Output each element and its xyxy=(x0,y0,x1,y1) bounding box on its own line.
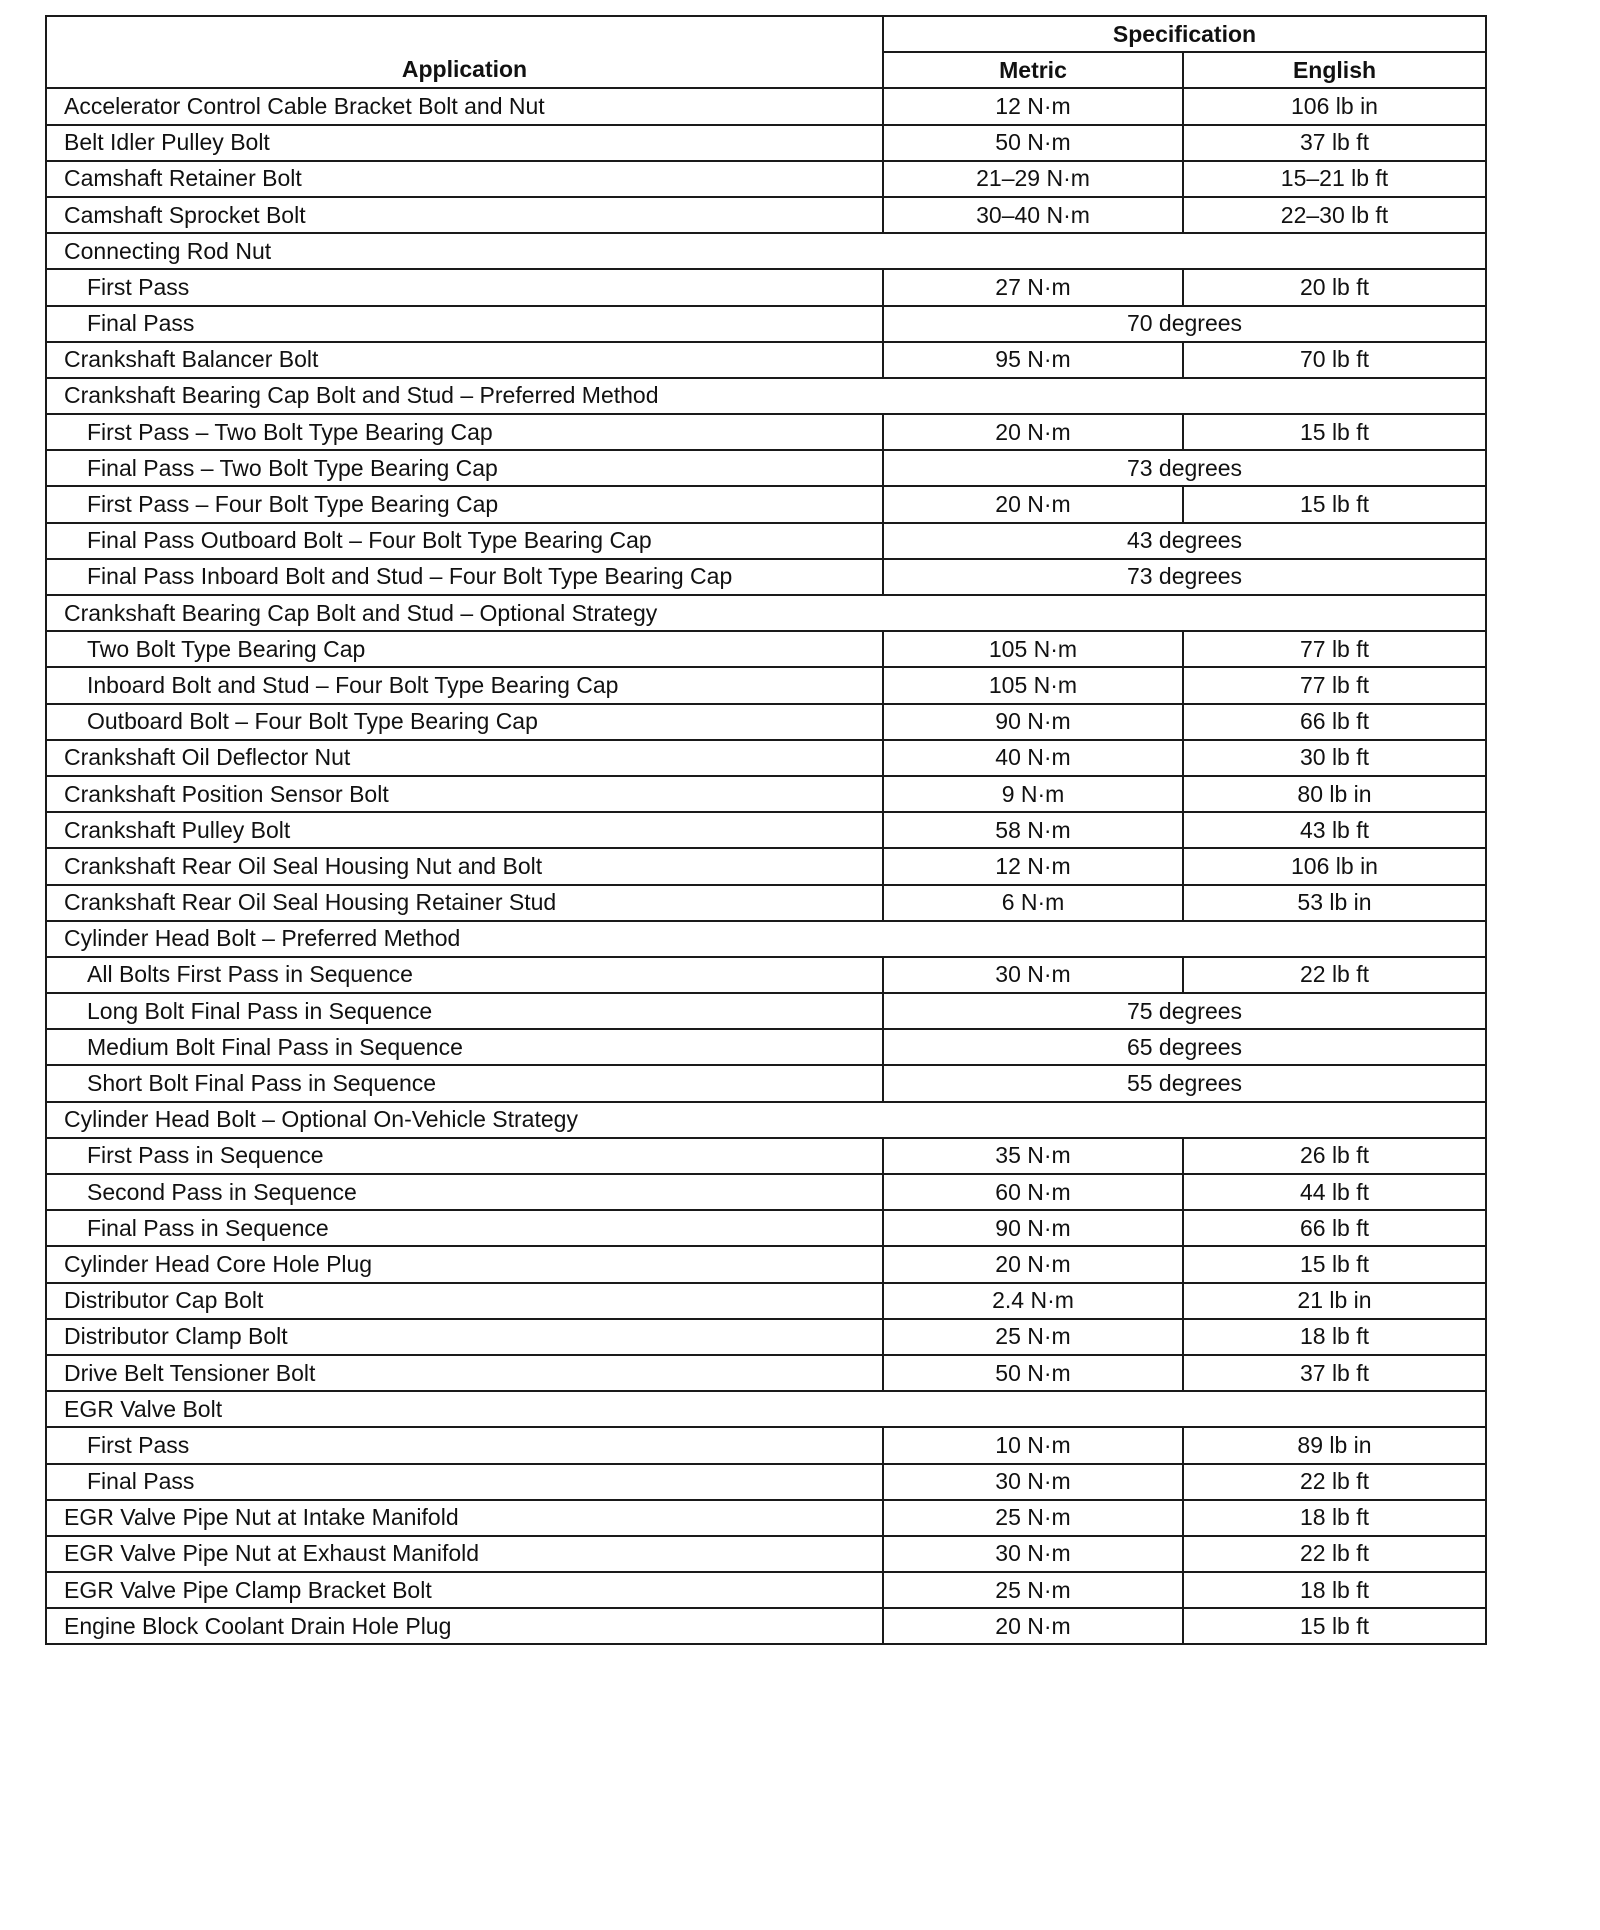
table-row xyxy=(46,1102,1486,1138)
metric-value: 25 N·m xyxy=(883,1572,1183,1608)
metric-value: 10 N·m xyxy=(883,1427,1183,1463)
english-value: 15 lb ft xyxy=(1183,486,1486,522)
table-row xyxy=(46,1174,1486,1210)
table-row xyxy=(46,1536,1486,1572)
application-label: Belt Idler Pulley Bolt xyxy=(46,125,883,161)
application-label: Second Pass in Sequence xyxy=(46,1174,883,1210)
table-row xyxy=(46,342,1486,378)
table-row xyxy=(46,1500,1486,1536)
metric-value: 25 N·m xyxy=(883,1319,1183,1355)
english-value: 66 lb ft xyxy=(1183,1210,1486,1246)
table-row xyxy=(46,776,1486,812)
english-value: 37 lb ft xyxy=(1183,1355,1486,1391)
degree-value: 70 degrees xyxy=(883,306,1486,342)
metric-value: 20 N·m xyxy=(883,1246,1183,1282)
table-row xyxy=(46,1355,1486,1391)
table-row xyxy=(46,1246,1486,1282)
degree-value: 55 degrees xyxy=(883,1065,1486,1101)
table-body xyxy=(46,88,1486,1644)
application-label: Crankshaft Oil Deflector Nut xyxy=(46,740,883,776)
application-label: Crankshaft Pulley Bolt xyxy=(46,812,883,848)
table-row xyxy=(46,848,1486,884)
english-value: 77 lb ft xyxy=(1183,667,1486,703)
application-label: Engine Block Coolant Drain Hole Plug xyxy=(46,1608,883,1644)
metric-value: 105 N·m xyxy=(883,667,1183,703)
group-label: Connecting Rod Nut xyxy=(46,233,1486,269)
metric-value: 6 N·m xyxy=(883,885,1183,921)
application-label: Final Pass – Two Bolt Type Bearing Cap xyxy=(46,450,883,486)
english-value: 106 lb in xyxy=(1183,88,1486,124)
english-value: 106 lb in xyxy=(1183,848,1486,884)
english-value: 20 lb ft xyxy=(1183,269,1486,305)
group-label: Cylinder Head Bolt – Optional On-Vehicle Strategy xyxy=(46,1102,1486,1138)
table-row xyxy=(46,667,1486,703)
table-row xyxy=(46,595,1486,631)
application-label: Accelerator Control Cable Bracket Bolt and Nut xyxy=(46,88,883,124)
table-row xyxy=(46,1572,1486,1608)
table-row xyxy=(46,161,1486,197)
metric-value: 95 N·m xyxy=(883,342,1183,378)
english-value: 70 lb ft xyxy=(1183,342,1486,378)
application-label: Cylinder Head Core Hole Plug xyxy=(46,1246,883,1282)
header-row-top xyxy=(46,16,1486,52)
metric-value: 12 N·m xyxy=(883,88,1183,124)
degree-value: 75 degrees xyxy=(883,993,1486,1029)
metric-value: 90 N·m xyxy=(883,1210,1183,1246)
metric-value: 30 N·m xyxy=(883,1536,1183,1572)
application-label: First Pass xyxy=(46,269,883,305)
application-label: Camshaft Sprocket Bolt xyxy=(46,197,883,233)
table-row xyxy=(46,450,1486,486)
application-label: Crankshaft Balancer Bolt xyxy=(46,342,883,378)
metric-value: 30–40 N·m xyxy=(883,197,1183,233)
english-value: 15 lb ft xyxy=(1183,414,1486,450)
english-value: 80 lb in xyxy=(1183,776,1486,812)
table-row xyxy=(46,921,1486,957)
metric-value: 9 N·m xyxy=(883,776,1183,812)
table-row xyxy=(46,125,1486,161)
metric-value: 20 N·m xyxy=(883,1608,1183,1644)
table-row xyxy=(46,1210,1486,1246)
table-row xyxy=(46,1283,1486,1319)
english-value: 15–21 lb ft xyxy=(1183,161,1486,197)
table-row xyxy=(46,88,1486,124)
metric-column-header: Metric xyxy=(883,52,1183,88)
application-label: Crankshaft Rear Oil Seal Housing Nut and Bolt xyxy=(46,848,883,884)
table-row xyxy=(46,1319,1486,1355)
english-column-header: English xyxy=(1183,52,1486,88)
group-label: Crankshaft Bearing Cap Bolt and Stud – Preferred Method xyxy=(46,378,1486,414)
application-label: Final Pass xyxy=(46,306,883,342)
table-header xyxy=(46,16,1486,88)
metric-value: 90 N·m xyxy=(883,704,1183,740)
table-row xyxy=(46,1065,1486,1101)
application-label: Distributor Clamp Bolt xyxy=(46,1319,883,1355)
application-label: Final Pass Inboard Bolt and Stud – Four Bolt Type Bearing Cap xyxy=(46,559,883,595)
table-row xyxy=(46,523,1486,559)
metric-value: 60 N·m xyxy=(883,1174,1183,1210)
metric-value: 50 N·m xyxy=(883,1355,1183,1391)
degree-value: 73 degrees xyxy=(883,559,1486,595)
application-label: First Pass – Two Bolt Type Bearing Cap xyxy=(46,414,883,450)
table-row xyxy=(46,993,1486,1029)
table-row xyxy=(46,957,1486,993)
table-row xyxy=(46,306,1486,342)
english-value: 18 lb ft xyxy=(1183,1572,1486,1608)
table-row xyxy=(46,414,1486,450)
table-row xyxy=(46,486,1486,522)
table-row xyxy=(46,378,1486,414)
english-value: 22–30 lb ft xyxy=(1183,197,1486,233)
english-value: 30 lb ft xyxy=(1183,740,1486,776)
table-row xyxy=(46,1138,1486,1174)
metric-value: 40 N·m xyxy=(883,740,1183,776)
table-row xyxy=(46,704,1486,740)
english-value: 15 lb ft xyxy=(1183,1246,1486,1282)
table-row xyxy=(46,197,1486,233)
english-value: 77 lb ft xyxy=(1183,631,1486,667)
metric-value: 105 N·m xyxy=(883,631,1183,667)
table-row xyxy=(46,1029,1486,1065)
group-label: Cylinder Head Bolt – Preferred Method xyxy=(46,921,1486,957)
metric-value: 21–29 N·m xyxy=(883,161,1183,197)
group-label: Crankshaft Bearing Cap Bolt and Stud – Optional Strategy xyxy=(46,595,1486,631)
english-value: 44 lb ft xyxy=(1183,1174,1486,1210)
table-row xyxy=(46,269,1486,305)
application-label: Outboard Bolt – Four Bolt Type Bearing Cap xyxy=(46,704,883,740)
english-value: 22 lb ft xyxy=(1183,1464,1486,1500)
table-row xyxy=(46,233,1486,269)
torque-spec-table xyxy=(45,15,1487,1645)
english-value: 53 lb in xyxy=(1183,885,1486,921)
specification-column-header: Specification xyxy=(883,16,1486,52)
english-value: 18 lb ft xyxy=(1183,1500,1486,1536)
metric-value: 27 N·m xyxy=(883,269,1183,305)
application-label: EGR Valve Pipe Clamp Bracket Bolt xyxy=(46,1572,883,1608)
application-label: Medium Bolt Final Pass in Sequence xyxy=(46,1029,883,1065)
metric-value: 20 N·m xyxy=(883,414,1183,450)
table-row xyxy=(46,631,1486,667)
metric-value: 20 N·m xyxy=(883,486,1183,522)
english-value: 26 lb ft xyxy=(1183,1138,1486,1174)
application-column-header: Application xyxy=(46,16,883,88)
application-label: First Pass – Four Bolt Type Bearing Cap xyxy=(46,486,883,522)
english-value: 37 lb ft xyxy=(1183,125,1486,161)
english-value: 15 lb ft xyxy=(1183,1608,1486,1644)
table-row xyxy=(46,740,1486,776)
metric-value: 2.4 N·m xyxy=(883,1283,1183,1319)
application-label: Camshaft Retainer Bolt xyxy=(46,161,883,197)
metric-value: 30 N·m xyxy=(883,1464,1183,1500)
degree-value: 65 degrees xyxy=(883,1029,1486,1065)
application-label: Crankshaft Position Sensor Bolt xyxy=(46,776,883,812)
metric-value: 50 N·m xyxy=(883,125,1183,161)
application-label: Distributor Cap Bolt xyxy=(46,1283,883,1319)
english-value: 18 lb ft xyxy=(1183,1319,1486,1355)
application-label: Inboard Bolt and Stud – Four Bolt Type Bearing Cap xyxy=(46,667,883,703)
application-label: Short Bolt Final Pass in Sequence xyxy=(46,1065,883,1101)
table-row xyxy=(46,1427,1486,1463)
application-label: Final Pass Outboard Bolt – Four Bolt Type Bearing Cap xyxy=(46,523,883,559)
metric-value: 30 N·m xyxy=(883,957,1183,993)
metric-value: 35 N·m xyxy=(883,1138,1183,1174)
application-label: Two Bolt Type Bearing Cap xyxy=(46,631,883,667)
table-row xyxy=(46,1608,1486,1644)
application-label: First Pass in Sequence xyxy=(46,1138,883,1174)
degree-value: 43 degrees xyxy=(883,523,1486,559)
table-row xyxy=(46,812,1486,848)
application-label: Final Pass in Sequence xyxy=(46,1210,883,1246)
english-value: 22 lb ft xyxy=(1183,1536,1486,1572)
application-label: First Pass xyxy=(46,1427,883,1463)
application-label: EGR Valve Pipe Nut at Exhaust Manifold xyxy=(46,1536,883,1572)
degree-value: 73 degrees xyxy=(883,450,1486,486)
application-label: All Bolts First Pass in Sequence xyxy=(46,957,883,993)
metric-value: 12 N·m xyxy=(883,848,1183,884)
group-label: EGR Valve Bolt xyxy=(46,1391,1486,1427)
table-row xyxy=(46,559,1486,595)
metric-value: 25 N·m xyxy=(883,1500,1183,1536)
english-value: 21 lb in xyxy=(1183,1283,1486,1319)
application-label: EGR Valve Pipe Nut at Intake Manifold xyxy=(46,1500,883,1536)
table-row xyxy=(46,885,1486,921)
application-label: Crankshaft Rear Oil Seal Housing Retainer Stud xyxy=(46,885,883,921)
english-value: 43 lb ft xyxy=(1183,812,1486,848)
table-row xyxy=(46,1391,1486,1427)
application-label: Final Pass xyxy=(46,1464,883,1500)
table-row xyxy=(46,1464,1486,1500)
application-label: Long Bolt Final Pass in Sequence xyxy=(46,993,883,1029)
metric-value: 58 N·m xyxy=(883,812,1183,848)
english-value: 22 lb ft xyxy=(1183,957,1486,993)
english-value: 89 lb in xyxy=(1183,1427,1486,1463)
application-label: Drive Belt Tensioner Bolt xyxy=(46,1355,883,1391)
english-value: 66 lb ft xyxy=(1183,704,1486,740)
